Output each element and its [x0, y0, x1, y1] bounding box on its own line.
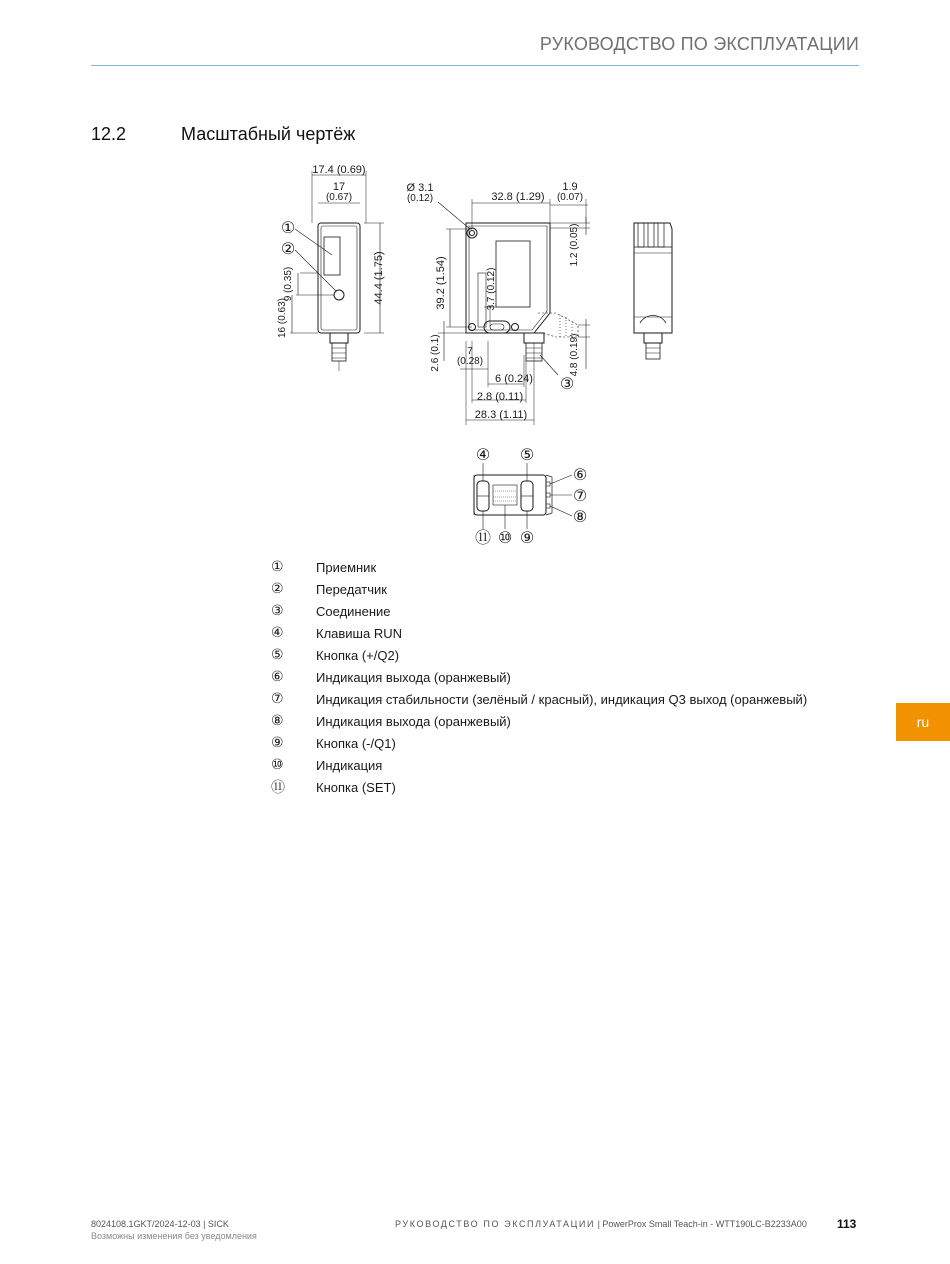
legend-text: Индикация выхода (оранжевый) [316, 669, 511, 685]
list-item [271, 710, 807, 732]
callout-6: ⑥ [572, 467, 588, 484]
footer-note: Возможны изменения без уведомления [91, 1231, 257, 1241]
legend-text: Клавиша RUN [316, 625, 402, 641]
legend-number: ⑤ [271, 647, 284, 663]
legend-number: ⑧ [271, 713, 284, 729]
dim-1-2: 1.2 (0.05) [569, 223, 580, 267]
legend-text: Кнопка (SET) [316, 779, 396, 795]
legend-text: Кнопка (+/Q2) [316, 647, 400, 663]
dim-17-4: 17.4 (0.69) [312, 164, 366, 176]
footer-center [395, 1219, 807, 1229]
legend-number: ⑪ [271, 780, 285, 796]
dim-16: 16 (0.63) [277, 297, 288, 339]
top-view [474, 463, 572, 529]
legend-number: ⑩ [271, 757, 284, 773]
legend-number: ⑨ [271, 735, 284, 751]
list-item [271, 754, 807, 776]
list-item [271, 688, 807, 710]
legend-number: ⑦ [271, 691, 284, 707]
callout-11: ⑪ [474, 530, 492, 547]
header-title: РУКОВОДСТВО ПО ЭКСПЛУАТАЦИИ [539, 34, 859, 54]
side-view-text [407, 181, 584, 421]
callout-1: ① [280, 220, 296, 237]
dim-28-3: 28.3 (1.11) [474, 409, 528, 421]
legend-text: Соединение [316, 603, 391, 619]
list-item [271, 578, 807, 600]
legend-text: Передатчик [316, 581, 387, 597]
dim-4-8: 4.8 (0.19) [569, 333, 580, 377]
front-view-text [277, 164, 385, 338]
callout-3: ③ [559, 376, 575, 393]
dim-3-7: 3.7 (0.12) [486, 267, 497, 311]
dim-17: 17 [332, 181, 346, 193]
list-item [271, 556, 807, 578]
list-item [271, 666, 807, 688]
legend-text: Индикация стабильности (зелёный / красный), индикация Q3 выход (оранжевый) [316, 691, 808, 707]
top-view-text [475, 447, 587, 547]
header-rule [91, 65, 859, 66]
legend-number: ① [271, 559, 284, 575]
legend-text: Приемник [316, 559, 377, 575]
dim-32-8: 32.8 (1.29) [491, 191, 545, 203]
dim-7-inch: (0.28) [456, 356, 484, 367]
dim-2-6: 2.6 (0.1) [430, 334, 441, 372]
legend-number: ③ [271, 603, 284, 619]
dim-7: 7 [467, 346, 473, 357]
dim-1-9-inch: (0.07) [556, 192, 584, 203]
dim-39-2: 39.2 (1.54) [435, 256, 447, 310]
footer-manual-label: РУКОВОДСТВО ПО ЭКСПЛУАТАЦИИ [395, 1219, 596, 1229]
dim-2-8: 2.8 (0.11) [476, 391, 524, 403]
callout-2: ② [280, 241, 296, 258]
dim-17-inch: (0.67) [325, 192, 353, 203]
dim-1-9: 1.9 [562, 181, 578, 193]
page-number: 113 [837, 1217, 857, 1231]
footer-doc-id: 8024108.1GKT/2024-12-03 | SICK [91, 1219, 229, 1229]
footer-product: | PowerProx Small Teach-in - WTT190LC-B2233A00 [597, 1219, 807, 1229]
dim-9: 9 (0.35) [283, 266, 294, 302]
legend-number: ⑥ [271, 669, 284, 685]
legend-list [271, 556, 807, 798]
callout-5: ⑤ [519, 447, 535, 464]
list-item [271, 600, 807, 622]
list-item [271, 776, 807, 798]
dim-44-4: 44.4 (1.75) [373, 251, 385, 305]
list-item [271, 622, 807, 644]
callout-10: ⑩ [497, 530, 513, 547]
legend-number: ② [271, 581, 284, 597]
callout-4: ④ [475, 447, 491, 464]
section-number: 12.2 [91, 124, 127, 144]
legend-number: ④ [271, 625, 284, 641]
callout-9: ⑨ [519, 530, 535, 547]
list-item [271, 644, 807, 666]
legend-text: Индикация выхода (оранжевый) [316, 713, 511, 729]
dim-6: 6 (0.24) [495, 373, 533, 385]
legend-text: Кнопка (-/Q1) [316, 735, 396, 751]
section-title: Масштабный чертёж [181, 124, 356, 144]
legend-text: Индикация [316, 757, 383, 773]
callout-7: ⑦ [572, 488, 588, 505]
dim-hole: Ø 3.1 [406, 182, 434, 194]
language-tab[interactable]: ru [896, 703, 950, 741]
callout-8: ⑧ [572, 509, 588, 526]
dimension-drawing [260, 155, 700, 550]
dim-hole-inch: (0.12) [406, 193, 434, 204]
footer-left [91, 1218, 257, 1242]
rear-view [634, 223, 672, 359]
list-item [271, 732, 807, 754]
